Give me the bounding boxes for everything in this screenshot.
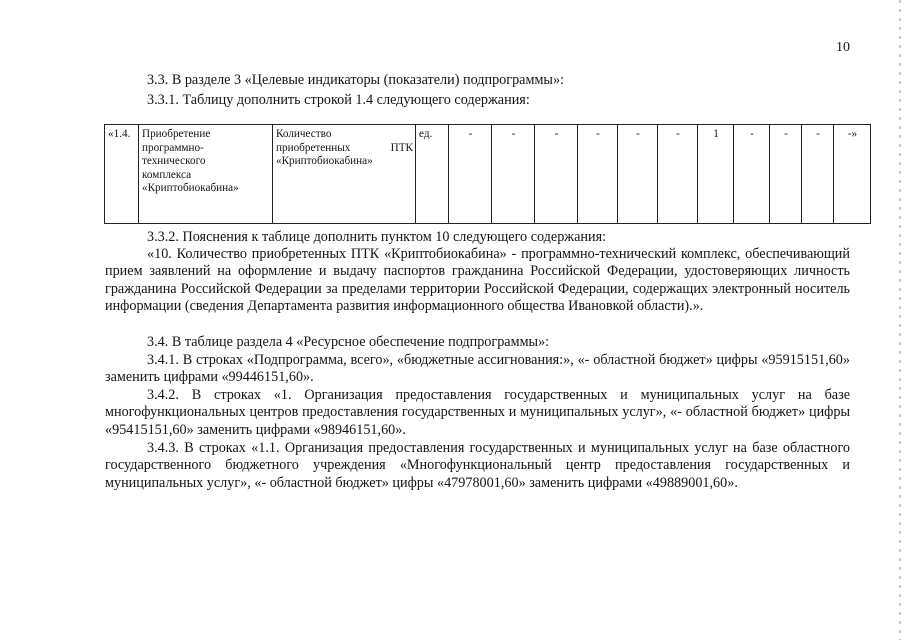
value-cell: - [578, 125, 618, 224]
paragraph-3-4: 3.4. В таблице раздела 4 «Ресурсное обеспечение подпрограммы»: [147, 334, 550, 350]
value-cell: - [770, 125, 802, 224]
value-cell: - [618, 125, 658, 224]
value-cell: 1 [698, 125, 734, 224]
paragraph-3-4-2: 3.4.2. В строках «1. Организация предоставления государственных и муниципальных услуг на базе многофункциональных центров предоставления государственных и муниципальных услуг», «- областной бюджет» цифры «95415151,60» заменить цифрами «98946151,60». [105, 387, 850, 438]
scan-edge [899, 0, 901, 640]
heading-3-3-1: 3.3.1. Таблицу дополнить строкой 1.4 следующего содержания: [147, 92, 530, 108]
value-cell: - [535, 125, 578, 224]
value-cell: - [492, 125, 535, 224]
value-cell: - [449, 125, 492, 224]
indicator-cell: Количество приобретенных ПТК «Криптобиокабина» [273, 125, 416, 224]
value-cell: - [734, 125, 770, 224]
indicator-table [104, 124, 871, 224]
unit-cell: ед. [416, 125, 449, 224]
paragraph-10: «10. Количество приобретенных ПТК «Криптобиокабина» - программно-технический комплекс, обеспечивающий прием заявлений на оформление и выдачу паспортов гражданина Российской Федерации, удостоверяющих личность гражданина Российской Федерации за пределами территории Российской Федерации, содержащих электронный носитель информации (сведения Департамента развития информационного общества Ивановкой области).». [105, 246, 850, 315]
row-number-cell: «1.4. [105, 125, 139, 224]
heading-3-3: 3.3. В разделе 3 «Целевые индикаторы (показатели) подпрограммы»: [147, 72, 564, 88]
paragraph-3-3-2: 3.3.2. Пояснения к таблице дополнить пунктом 10 следующего содержания: [147, 229, 607, 245]
page-number: 10 [836, 40, 850, 55]
paragraph-3-4-1: 3.4.1. В строках «Подпрограмма, всего», «бюджетные ассигнования:», «- областной бюджет» цифры «95915151,60» заменить цифрами «99446151,60». [105, 352, 850, 386]
value-cell: -» [834, 125, 871, 224]
paragraph-3-4-3: 3.4.3. В строках «1.1. Организация предоставления государственных и муниципальных услуг на базе областного государственного бюджетного учреждения «Многофункциональный центр предоставления государственных и муниципальных услуг», «- областной бюджет» цифры «47978001,60» заменить цифрами «49889001,60». [105, 440, 850, 491]
name-cell: Приобретение программно- технического комплекса «Криптобиокабина» [139, 125, 273, 224]
value-cell: - [802, 125, 834, 224]
table-row [105, 125, 871, 224]
value-cell: - [658, 125, 698, 224]
